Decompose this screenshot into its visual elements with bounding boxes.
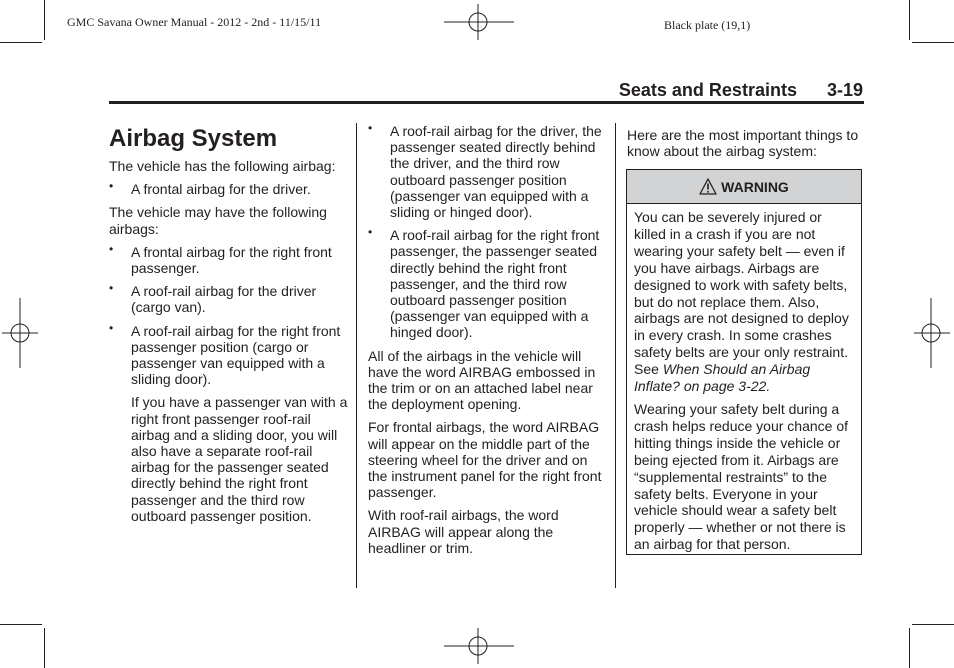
bullet-icon: • bbox=[368, 121, 373, 135]
bullet-icon: • bbox=[109, 179, 114, 194]
warning-box bbox=[626, 169, 862, 555]
crop-mark bbox=[912, 624, 954, 625]
column-divider bbox=[356, 123, 357, 588]
warning-paragraph: Wearing your safety belt during a crash helps reduce your chance of hitting things inside the vehicle or being ejected from it. Airbags are “supplemental restraints” to the safety belts. Everyone in your vehicle should wear a safety belt properly — whether or not there is an airbag for that person. bbox=[634, 400, 849, 553]
list-item: • A roof-rail airbag for the driver, the passenger seated directly behind the driver, and the third row outboard passenger position (passenger van equipped with a sliding or hinged door). bbox=[368, 121, 602, 221]
paragraph: The vehicle may have the following airbags: bbox=[109, 204, 327, 237]
crop-mark bbox=[0, 624, 42, 625]
registration-mark-icon bbox=[444, 4, 514, 40]
paragraph: With roof-rail airbags, the word AIRBAG will appear along the headliner or trim. bbox=[368, 507, 559, 556]
plate-info-left: GMC Savana Owner Manual - 2012 - 2nd - 11/15/11 bbox=[67, 15, 322, 29]
registration-mark-icon bbox=[2, 298, 38, 368]
section-header bbox=[619, 80, 863, 101]
paragraph: All of the airbags in the vehicle will have the word AIRBAG embossed in the trim or on an attached label near the deployment opening. bbox=[368, 347, 596, 413]
paragraph: The vehicle has the following airbag: bbox=[109, 158, 336, 174]
bullet-icon: • bbox=[109, 320, 114, 335]
column-2 bbox=[368, 123, 608, 563]
column-divider bbox=[615, 123, 616, 588]
list-item: • A frontal airbag for the right front passenger. bbox=[109, 241, 332, 277]
crop-mark bbox=[909, 628, 910, 668]
crop-mark bbox=[909, 0, 910, 40]
page-number: 3-19 bbox=[826, 80, 863, 100]
registration-mark-icon bbox=[444, 628, 514, 664]
warning-label: WARNING bbox=[721, 178, 789, 195]
page-title: Airbag System bbox=[109, 125, 278, 152]
bullet-icon: • bbox=[109, 241, 114, 256]
paragraph: For frontal airbags, the word AIRBAG will appear on the middle part of the steering wheel for the driver and on the instrument panel for the right front passenger. bbox=[368, 419, 602, 501]
column-1 bbox=[109, 158, 349, 531]
indented-paragraph: If you have a passenger van with a right front passenger roof-rail airbag and a sliding door, you will also have a separate roof-rail airbag for the passenger seated directly behind the right front passenger and the third row outboard passenger position. bbox=[131, 394, 348, 524]
bullet-icon: • bbox=[109, 281, 114, 296]
crop-mark bbox=[912, 42, 954, 43]
cross-reference-link[interactable]: When Should an Airbag Inflate? on page 3-22. bbox=[634, 361, 811, 395]
crop-mark bbox=[44, 0, 45, 40]
section-title: Seats and Restraints bbox=[618, 80, 797, 100]
warning-triangle-icon bbox=[699, 178, 717, 195]
paragraph: Here are the most important things to know about the airbag system: bbox=[627, 127, 859, 160]
warning-header bbox=[627, 170, 861, 204]
plate-info-right: Black plate (19,1) bbox=[664, 18, 751, 32]
crop-mark bbox=[0, 42, 42, 43]
header-rule bbox=[109, 101, 864, 104]
list-item: • A roof-rail airbag for the right front passenger position (cargo or passenger van equipped with a sliding door). bbox=[109, 320, 341, 388]
warning-body bbox=[627, 204, 861, 553]
warning-paragraph: You can be severely injured or killed in a crash if you are not wearing your safety belt — even if you have airbags. Airbags are designed to work with safety belts, but do not replace them. Also, airbags are not designed to deploy in every crash. In some crashes safety belts are your only restraint. See When Should an Airbag Inflate? on page 3-22. bbox=[634, 209, 849, 395]
bullet-icon: • bbox=[368, 225, 373, 240]
list-item: • A frontal airbag for the driver. bbox=[109, 179, 311, 198]
registration-mark-icon bbox=[912, 298, 950, 368]
list-item: • A roof-rail airbag for the driver (cargo van). bbox=[109, 281, 317, 316]
crop-mark bbox=[44, 628, 45, 668]
list-item: • A roof-rail airbag for the right front passenger, the passenger seated directly behind the right front passenger, and the third row outboard passenger position (passenger van equipped with a hinged door). bbox=[368, 225, 600, 341]
column-3 bbox=[627, 127, 863, 166]
